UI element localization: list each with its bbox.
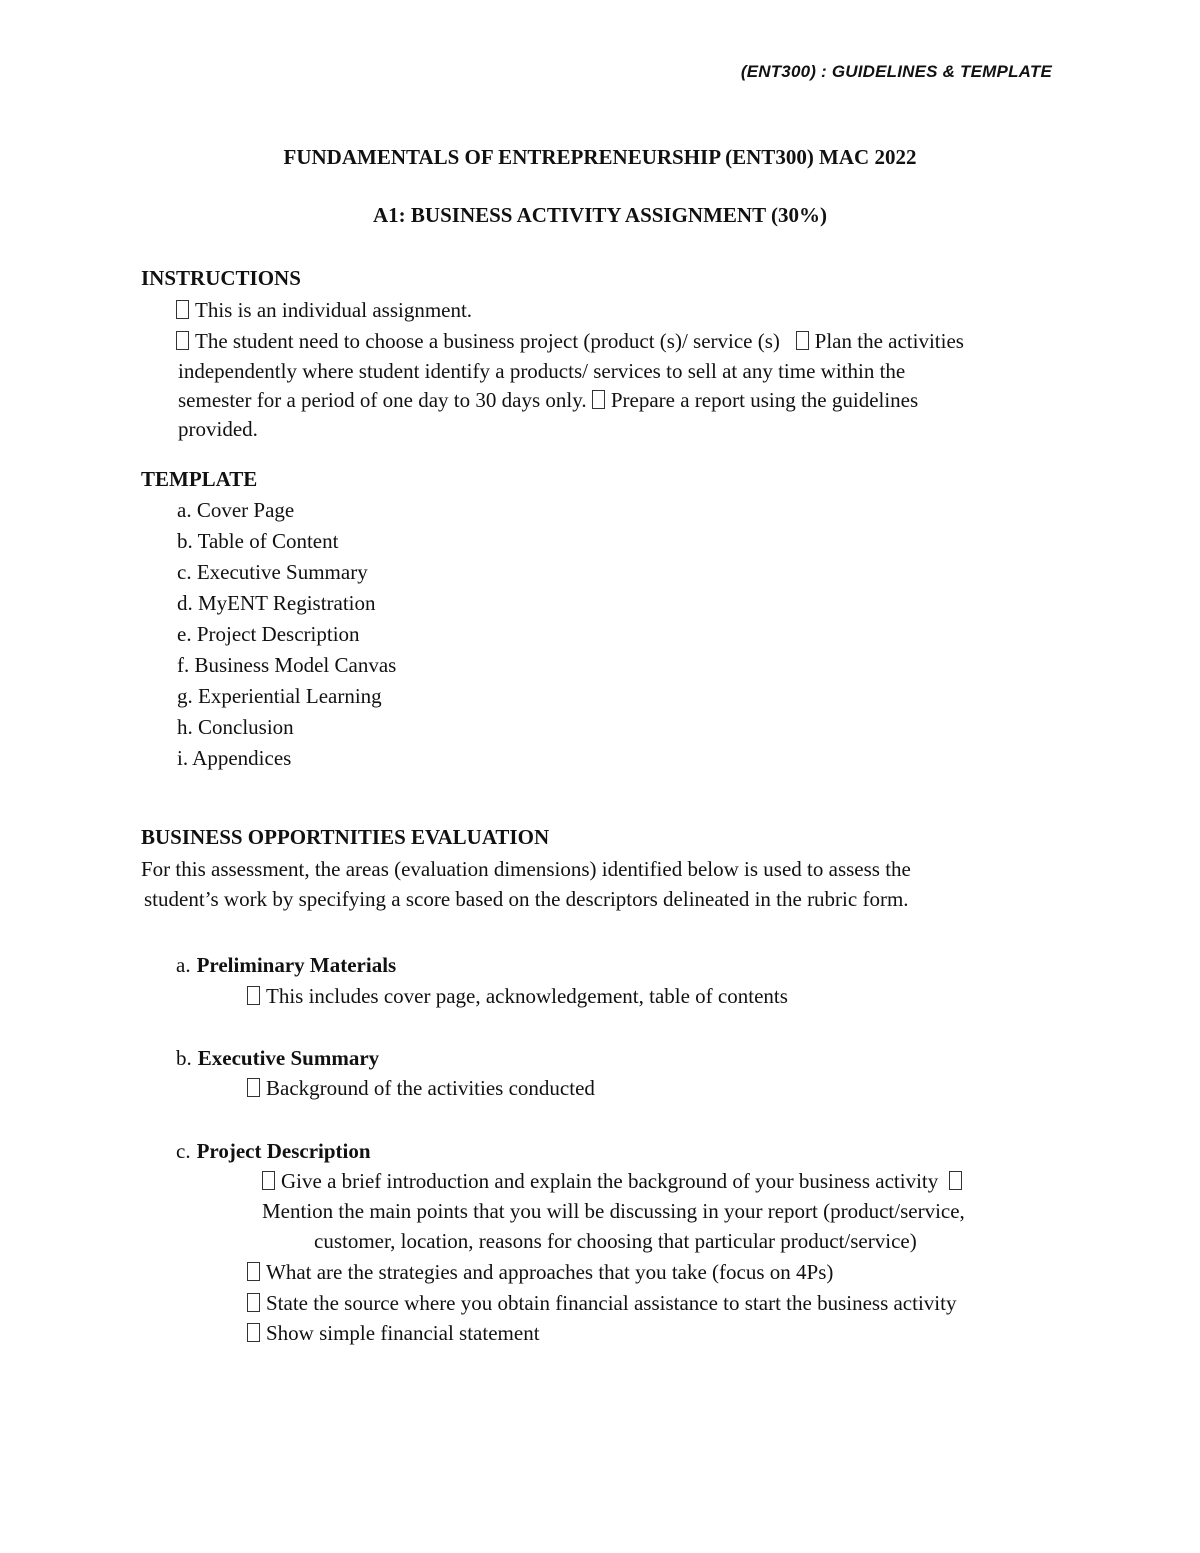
evaluation-intro-line-1: For this assessment, the areas (evaluation dimensions) identified below is used to assess the: [141, 857, 911, 881]
instructions-heading: INSTRUCTIONS: [141, 266, 301, 290]
bullet-box-icon: [949, 1171, 962, 1190]
evaluation-item-a: a. Preliminary Materials: [176, 953, 397, 977]
template-item: b. Table of Content: [177, 529, 339, 553]
instruction-line-2: The student need to choose a business project (product (s)/ service (s) Plan the activities: [176, 326, 964, 356]
evaluation-heading: BUSINESS OPPORTNITIES EVALUATION: [141, 825, 550, 849]
instruction-line-5: provided.: [178, 417, 258, 441]
bullet-box-icon: [247, 1078, 260, 1097]
bullet-box-icon: [796, 331, 809, 350]
template-item: d. MyENT Registration: [177, 591, 376, 615]
evaluation-item-c-point-2: Mention the main points that you will be discussing in your report (product/service,: [262, 1199, 965, 1223]
bullet-box-icon: [247, 1323, 260, 1342]
template-item: e. Project Description: [177, 622, 360, 646]
evaluation-item-c-point-5: State the source where you obtain financial assistance to start the business activity: [247, 1288, 956, 1318]
document-subtitle: A1: BUSINESS ACTIVITY ASSIGNMENT (30%): [373, 203, 827, 227]
evaluation-item-c-point-4: What are the strategies and approaches that you take (focus on 4Ps): [247, 1257, 833, 1287]
document-title: FUNDAMENTALS OF ENTREPRENEURSHIP (ENT300) MAC 2022: [283, 145, 917, 169]
bullet-box-icon: [176, 331, 189, 350]
bullet-box-icon: [592, 390, 605, 409]
evaluation-item-a-title: Preliminary Materials: [196, 953, 397, 977]
instruction-line-1: This is an individual assignment.: [176, 295, 472, 325]
evaluation-item-b-title: Executive Summary: [197, 1046, 380, 1070]
bullet-box-icon: [247, 986, 260, 1005]
evaluation-item-c-point-1: Give a brief introduction and explain the background of your business activity: [262, 1166, 968, 1196]
template-item: f. Business Model Canvas: [177, 653, 397, 677]
template-item: a. Cover Page: [177, 498, 295, 522]
evaluation-item-c-title: Project Description: [196, 1139, 371, 1163]
instruction-line-3: independently where student identify a products/ services to sell at any time within the: [178, 359, 906, 383]
bullet-box-icon: [247, 1262, 260, 1281]
evaluation-item-b: b. Executive Summary: [176, 1046, 380, 1070]
template-item: g. Experiential Learning: [177, 684, 382, 708]
evaluation-item-c-point-6: Show simple financial statement: [247, 1318, 540, 1348]
template-item: c. Executive Summary: [177, 560, 368, 584]
evaluation-item-c-point-3: customer, location, reasons for choosing that particular product/service): [314, 1229, 917, 1253]
bullet-box-icon: [247, 1293, 260, 1312]
evaluation-item-b-point: Background of the activities conducted: [247, 1073, 595, 1103]
template-item: h. Conclusion: [177, 715, 294, 739]
evaluation-item-c: c. Project Description: [176, 1139, 371, 1163]
bullet-box-icon: [176, 300, 189, 319]
instruction-line-4: semester for a period of one day to 30 days only. Prepare a report using the guidelines: [178, 388, 919, 412]
template-heading: TEMPLATE: [141, 467, 258, 491]
bullet-box-icon: [262, 1171, 275, 1190]
template-item: i. Appendices: [177, 746, 292, 770]
header-note: (ENT300) : GUIDELINES & TEMPLATE: [740, 62, 1052, 81]
evaluation-intro-line-2: student’s work by specifying a score based on the descriptors delineated in the rubric form.: [144, 887, 909, 911]
evaluation-item-a-point: This includes cover page, acknowledgement, table of contents: [247, 981, 788, 1011]
